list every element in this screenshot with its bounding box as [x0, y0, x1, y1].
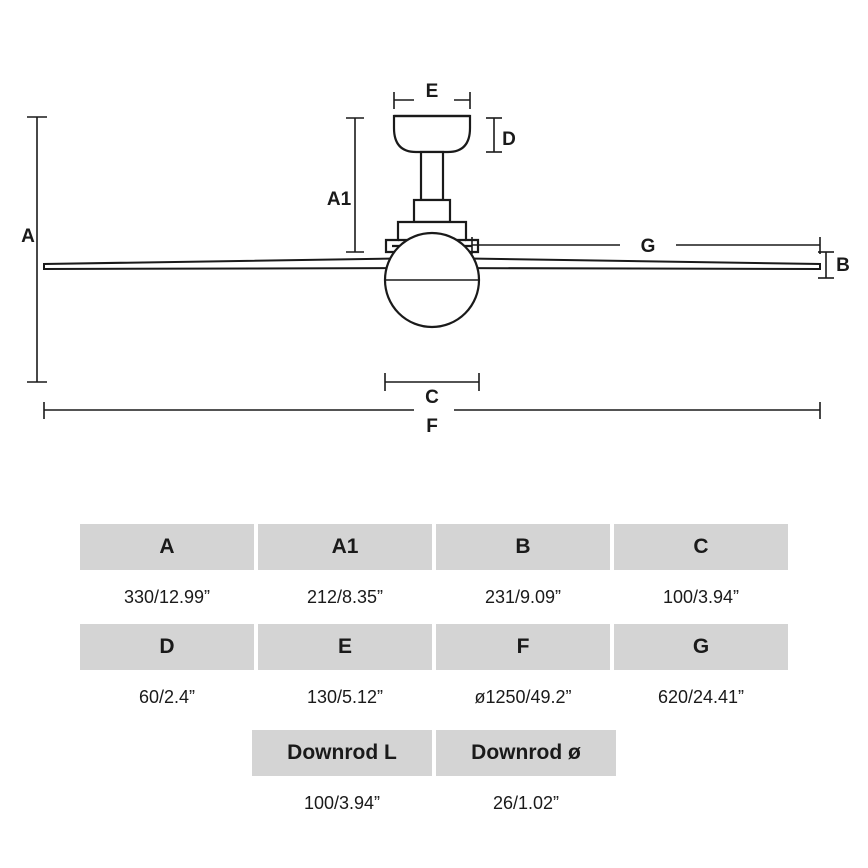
- table-row: [252, 730, 616, 776]
- table-value-cell: 330/12.99”: [80, 574, 254, 620]
- table-row: [252, 780, 616, 826]
- table-header-cell: E: [258, 624, 432, 670]
- fan-motor-collar: [414, 200, 450, 222]
- table-value-cell: 100/3.94”: [252, 780, 432, 826]
- table-header-cell: F: [436, 624, 610, 670]
- table-header-cell: G: [614, 624, 788, 670]
- table-row: [80, 674, 788, 720]
- dim-label-E: E: [425, 81, 439, 102]
- dim-label-F: F: [426, 416, 438, 437]
- dim-label-B: B: [836, 255, 850, 276]
- table-value-cell: 130/5.12”: [258, 674, 432, 720]
- downrod-table: [248, 726, 620, 830]
- table-header-cell: Downrod ø: [436, 730, 616, 776]
- dim-label-C: C: [425, 387, 439, 408]
- table-header-cell: A1: [258, 524, 432, 570]
- table-header-cell: Downrod L: [252, 730, 432, 776]
- table-header-cell: C: [614, 524, 788, 570]
- table-value-cell: 100/3.94”: [614, 574, 788, 620]
- table-value-cell: ø1250/49.2”: [436, 674, 610, 720]
- table-value-cell: 26/1.02”: [436, 780, 616, 826]
- table-header-cell: D: [80, 624, 254, 670]
- dimension-table: [76, 520, 792, 724]
- table-value-cell: 60/2.4”: [80, 674, 254, 720]
- table-row: [80, 574, 788, 620]
- fan-light-globe: [385, 233, 479, 327]
- table-row: [80, 524, 788, 570]
- dim-label-A1: A1: [326, 189, 352, 210]
- table-row: [80, 624, 788, 670]
- table-header-cell: A: [80, 524, 254, 570]
- fan-canopy: [394, 116, 470, 152]
- dim-label-G: G: [640, 236, 656, 257]
- table-header-cell: B: [436, 524, 610, 570]
- dim-label-A: A: [21, 226, 35, 247]
- table-value-cell: 212/8.35”: [258, 574, 432, 620]
- table-value-cell: 231/9.09”: [436, 574, 610, 620]
- dim-label-D: D: [502, 129, 516, 150]
- dimension-table-area: [0, 520, 868, 830]
- fan-downrod: [421, 152, 443, 200]
- table-value-cell: 620/24.41”: [614, 674, 788, 720]
